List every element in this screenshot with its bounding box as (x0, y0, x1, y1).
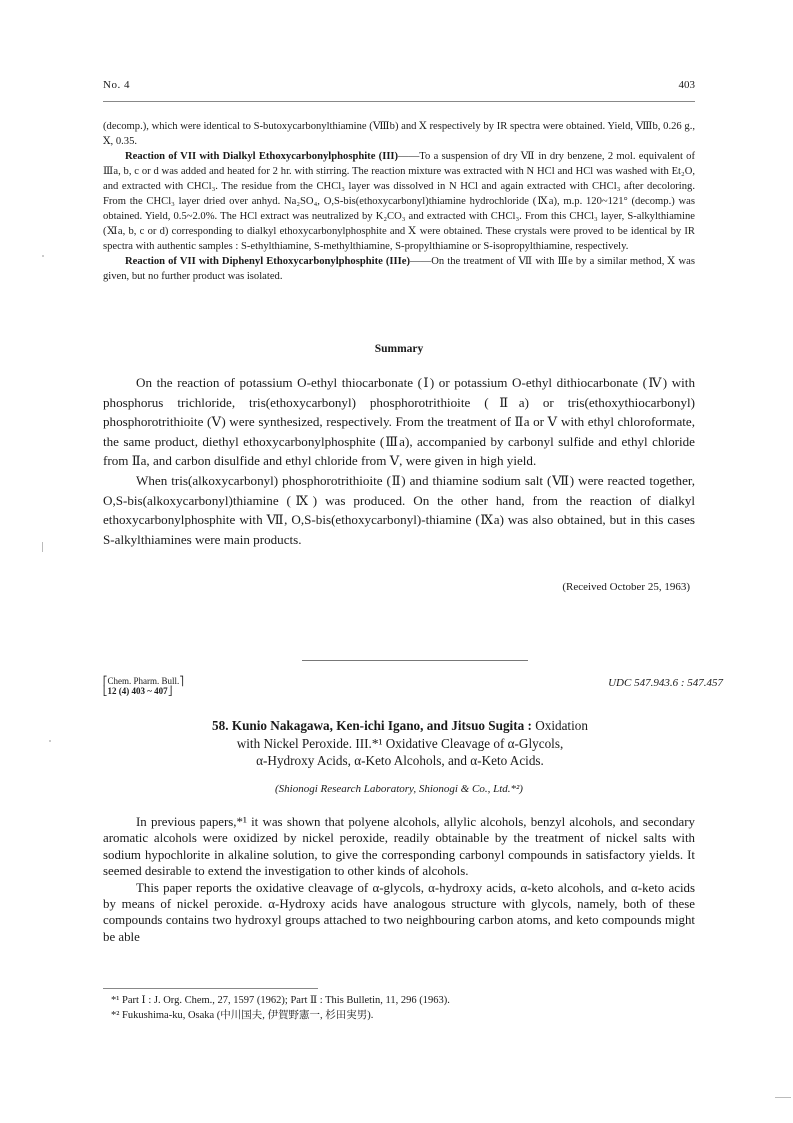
experimental-paragraph-3 (103, 254, 695, 284)
article-separator (302, 660, 528, 661)
summary-heading: Summary (374, 343, 424, 355)
footnote-1: *¹ Part Ⅰ : J. Org. Chem., 27, 1597 (1962); Part Ⅱ : This Bulletin, 11, 296 (1963). (111, 995, 450, 1006)
scan-speck (49, 740, 51, 742)
article-title (140, 717, 660, 770)
journal-volume-pages: ⎣12 (4) 403 ~ 407⎦ (103, 686, 173, 696)
received-date: (Received October 25, 1963) (562, 581, 690, 593)
body-paragraph-1: In previous papers,*¹ it was shown that polyene alcohols, allylic alcohols, benzyl alcohols, and secondary aromatic alcohols were oxidized by nickel peroxide, readily obtainable by the treatment of nickel salts with sodium hypochlorite in alkaline solution, to give the corresponding carbonyl compounds in satisfactory yields. It seemed desirable to extend the investigation to other kinds of alcohols. (103, 815, 695, 879)
header-rule (103, 101, 695, 102)
article-number-authors: 58. Kunio Nakagawa, Ken-ichi Igano, and Jitsuo Sugita : (212, 718, 532, 733)
footnote-rule (103, 988, 318, 989)
affiliation: (Shionogi Research Laboratory, Shionogi & Co., Ltd.*²) (275, 783, 523, 795)
title-line-1 (140, 717, 660, 735)
summary-paragraph-1: On the reaction of potassium O-ethyl thiocarbonate (Ⅰ) or potassium O-ethyl dithiocarbonate (Ⅳ) with phosphorus trichloride, tris(ethoxycarbonyl) phosphorotrithioite (Ⅱa) or tris(ethoxythiocarbonyl) phosphorotrithioite (Ⅴ) were synthesized, respectively. From the treatment of Ⅱa or Ⅴ with ethyl chloroformate, the same product, diethyl ethoxycarbonylphosphite (Ⅲa), accompanied by carbonyl sulfide and ethyl chloride from Ⅱa, and carbon disulfide and ethyl chloride from Ⅴ, were given in high yield. (103, 375, 695, 469)
footnote-2: *² Fukushima-ku, Osaka (中川国夫, 伊賀野憲一, 杉田実男). (111, 1010, 374, 1021)
reaction-text-dialkyl: ——To a suspension of dry Ⅶ in dry benzene, 2 mol. equivalent of Ⅲa, b, c or d was added and heated for 2 hr. with stirring. The reaction mixture was extracted with N HCl and HCl was washed with Et₂O, and extracted with CHCl₃. The residue from the CHCl₃ layer was dissolved in N HCl and again extracted with CHCl₃ after decoloring. From the CHCl₃ layer dried over anhyd. Na₂SO₄, O,S-bis(ethoxycarbonyl)thiamine hydrochloride (Ⅸa), m.p. 120~121° (decomp.) was obtained. Yield, 0.5~2.0%. The HCl extract was neutralized by K₂CO₃ and extracted with CHCl₃. From this CHCl₃ layer, S-alkylthiamine (Ⅺa, b, c or d) corresponding to dialkyl ethoxycarbonylphosphite and Ⅹ were obtained. These crystals were proved to be identical by IR spectra with authentic samples : S-ethylthiamine, S-methylthiamine, S-propylthiamine or S-isopropylthiamine, respectively. (103, 151, 695, 252)
issue-number: No. 4 (103, 79, 130, 91)
title-start: Oxidation (535, 718, 588, 733)
scan-corner-mark (775, 1097, 791, 1098)
summary-section (103, 373, 695, 549)
reaction-text-diphenyl: ——On the treatment of Ⅶ with Ⅲe by a similar method, Ⅹ was given, but no further product was isolated. (103, 256, 695, 282)
journal-name: ⎡Chem. Pharm. Bull.⎤ (103, 676, 184, 686)
summary-paragraph-2: When tris(alkoxycarbonyl) phosphorotrithioite (Ⅱ) and thiamine sodium salt (Ⅶ) were reacted together, O,S-bis(alkoxycarbonyl)thiamine (Ⅸ) was produced. On the other hand, from the reaction of dialkyl ethoxycarbonylphosphite with Ⅶ, O,S-bis(ethoxycarbonyl)-thiamine (Ⅸa) was also obtained, but in this cases S-alkylthiamines were main products. (103, 472, 695, 547)
scan-speck (42, 255, 44, 257)
running-head (103, 79, 695, 95)
footnotes (103, 993, 695, 1023)
title-line-3: α-Hydroxy Acids, α-Keto Alcohols, and α-Keto Acids. (256, 753, 544, 768)
scan-mark (42, 542, 43, 552)
journal-citation (103, 676, 184, 696)
experimental-paragraph-2 (103, 149, 695, 254)
article-body (103, 814, 695, 945)
udc-code: UDC 547.943.6 : 547.457 (608, 677, 723, 689)
reaction-heading-dialkyl: Reaction of VII with Dialkyl Ethoxycarbonylphosphite (III) (125, 151, 399, 162)
body-paragraph-2: This paper reports the oxidative cleavage of α-glycols, α-hydroxy acids, α-keto alcohols, and α-keto acids by means of nickel peroxide. α-Hydroxy acids have analogous structure with glycols, namely, both of these compounds contains two hydroxyl groups attached to two neighbouring carbon atoms, and keto compounds might be able (103, 880, 695, 944)
experimental-continued (103, 119, 695, 284)
title-line-2: with Nickel Peroxide. III.*¹ Oxidative Cleavage of α-Glycols, (236, 735, 564, 751)
experimental-paragraph-1: (decomp.), which were identical to S-butoxycarbonylthiamine (Ⅷb) and Ⅹ respectively by IR spectra were obtained. Yield, Ⅷb, 0.26 g., Ⅹ, 0.35. (103, 121, 695, 147)
reaction-heading-diphenyl: Reaction of VII with Diphenyl Ethoxycarbonylphosphite (IIIe) (125, 256, 411, 267)
page-number: 403 (678, 79, 695, 91)
